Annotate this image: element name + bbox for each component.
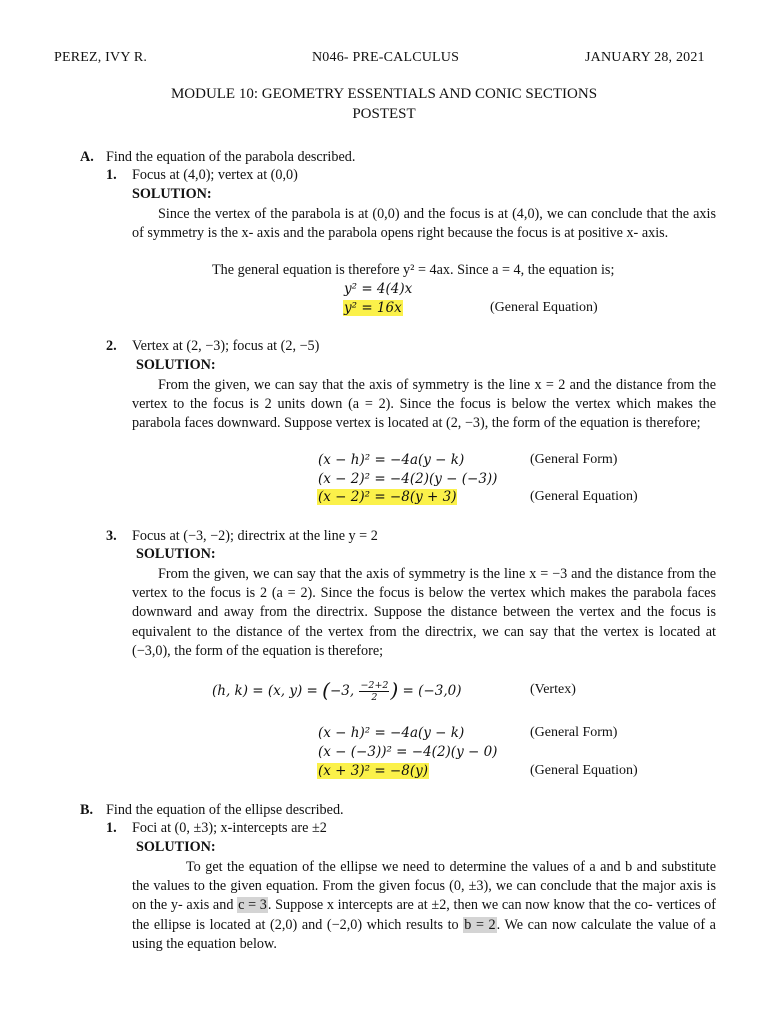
problem-a2-prompt: Vertex at (2, −3); focus at (2, −5) [132, 338, 320, 354]
problem-a3-vertex-eq: (h, k) = (x, y) = (−3, $\frac{-2+2}{2}$ ) = (−3,0) [212, 678, 462, 703]
problem-a3-vertex-label: (Vertex) [530, 682, 576, 697]
solution-label: SOLUTION: [136, 357, 216, 373]
section-b-letter: B. [80, 802, 94, 818]
course-code: N046- PRE-CALCULUS [312, 50, 460, 65]
problem-b1-number: 1. [106, 820, 117, 836]
problem-a1-eq2-label: (General Equation) [490, 300, 598, 315]
problem-a2-eq3: (x − 2)² = −8(y + 3) [318, 489, 457, 505]
postest-title: POSTEST [352, 106, 416, 122]
problem-a3-paragraph: From the given, we can say that the axis of symmetry is the line x = −3 and the distance from the vertex to the focus is 2 (a = 2). Since the focus is below the vertex which makes the parabola faces downward and away from the directrix. Suppose the distance between the vertex and the focus is equivalent to the distance of the vertex from the directrix, we can say that the vertex is located at (−3,0), the form of the equation is therefore; [132, 566, 716, 659]
solution-label: SOLUTION: [132, 186, 212, 202]
problem-b1-paragraph: To get the equation of the ellipse we need to determine the values of a and b and substitute the values to the given equation. From the given focus (0, ±3), we can conclude that the major axis is on the y- axis and c = 3. Suppose x intercepts are at ±2, then we can now know that the co- vertices of the ellipse is located at (2,0) and (−2,0) which results to b = 2. We can now calculate the value of a using the equation below. [132, 859, 716, 952]
problem-a1-number: 1. [106, 167, 117, 183]
problem-a2-paragraph: From the given, we can say that the axis of symmetry is the line x = 2 and the distance from the vertex to the focus is 2 units down (a = 2). Since the focus is below the vertex which makes the parabola faces downward. Suppose vertex is located at (2, −3), the form of the equation is therefore; [132, 377, 716, 432]
section-b-heading: Find the equation of the ellipse described. [106, 802, 344, 818]
problem-a3-eq3: (x + 3)² = −8(y) [318, 763, 428, 779]
problem-a1-general-line: The general equation is therefore y² = 4ax. Since a = 4, the equation is; [212, 262, 615, 278]
c-value-highlight: c = 3 [238, 897, 267, 914]
problem-a3-prompt: Focus at (−3, −2); directrix at the line y = 2 [132, 528, 378, 544]
problem-a1-eq1: y² = 4(4)x [344, 281, 413, 297]
section-a-letter: A. [80, 149, 94, 165]
problem-a3-eq1-label: (General Form) [530, 725, 618, 740]
section-a-heading: Find the equation of the parabola described. [106, 149, 356, 165]
problem-a3-eq2: (x − (−3))² = −4(2)(y − 0) [318, 744, 498, 760]
solution-label: SOLUTION: [136, 839, 216, 855]
header-date: JANUARY 28, 2021 [585, 50, 705, 65]
problem-a2-number: 2. [106, 338, 117, 354]
problem-b1-prompt: Foci at (0, ±3); x-intercepts are ±2 [132, 820, 327, 836]
problem-a3-eq1: (x − h)² = −4a(y − k) [318, 725, 465, 741]
problem-a3-eq3-label: (General Equation) [530, 763, 638, 778]
problem-a1-prompt: Focus at (4,0); vertex at (0,0) [132, 167, 298, 183]
problem-a2-eq1: (x − h)² = −4a(y − k) [318, 452, 465, 468]
problem-a2-eq2: (x − 2)² = −4(2)(y − (−3)) [318, 471, 498, 487]
student-name: PEREZ, IVY R. [54, 50, 148, 65]
problem-a3-number: 3. [106, 528, 117, 544]
solution-label: SOLUTION: [136, 546, 216, 562]
problem-a1-paragraph: Since the vertex of the parabola is at (0,0) and the focus is at (4,0), we can conclude that the axis of symmetry is the x- axis and the parabola opens right because the focus is at positive x- axis. [132, 206, 716, 242]
problem-a1-eq2: y² = 16x [344, 300, 402, 316]
module-title: MODULE 10: GEOMETRY ESSENTIALS AND CONIC SECTIONS [170, 86, 598, 102]
problem-a2-eq1-label: (General Form) [530, 452, 618, 467]
fraction: $\frac{-2+2}{2}$ [360, 680, 389, 703]
problem-a2-eq3-label: (General Equation) [530, 489, 638, 504]
b-value-highlight: b = 2 [464, 916, 496, 933]
